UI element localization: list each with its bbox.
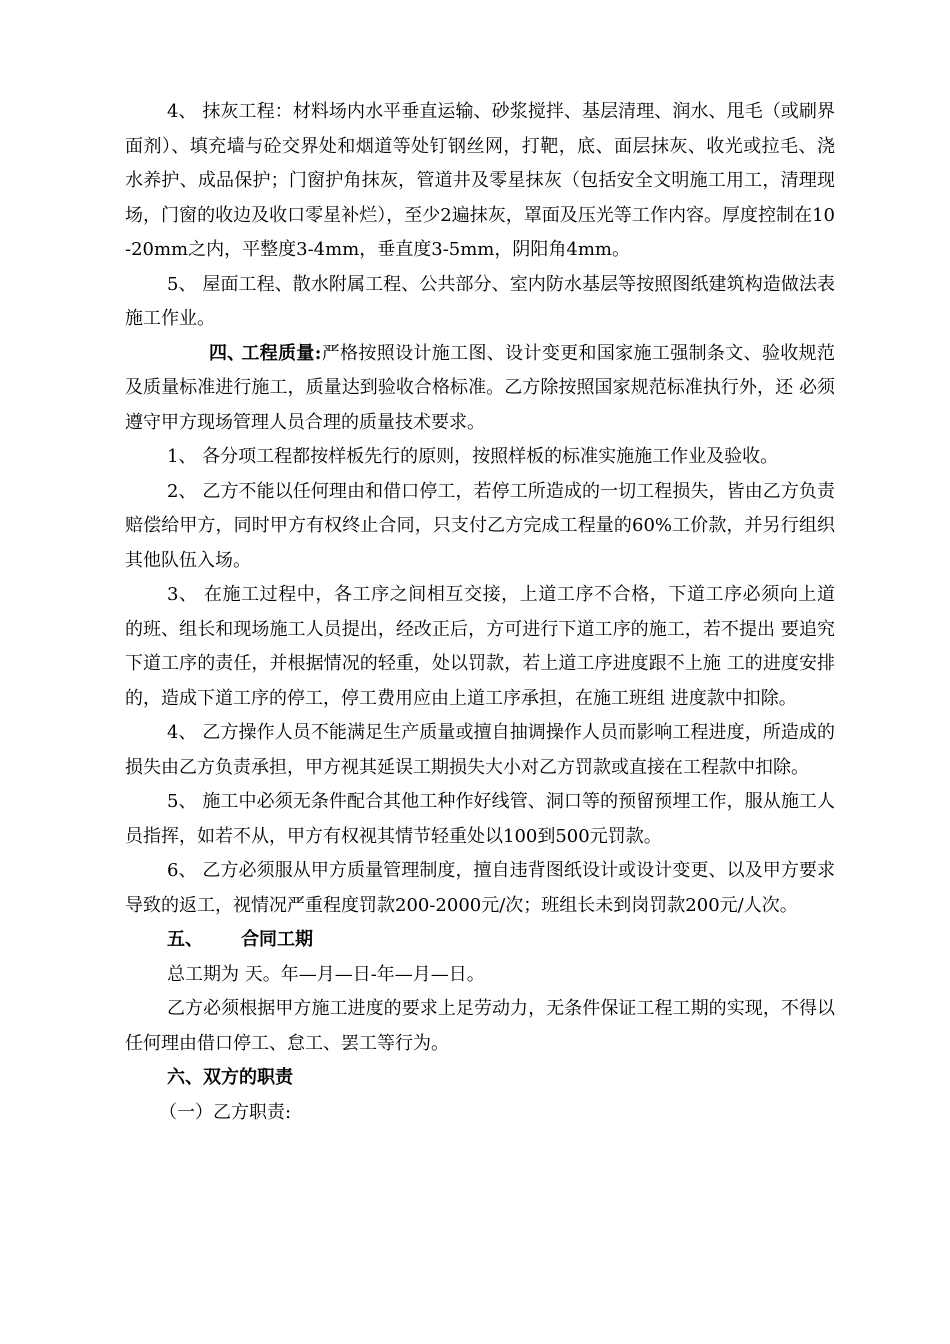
schedule-total: 总工期为 天。年—月—日-年—月—日。 <box>167 963 485 985</box>
section-schedule-title: 合同工期 <box>241 929 313 950</box>
schedule-labor: 乙方必须根据甲方施工进度的要求上足劳动力，无条件保证工程工期的实现，不得以任何理由借口停工、怠工、罢工等行为。 <box>125 998 835 1054</box>
quality-item-2: 2、 乙方不能以任何理由和借口停工，若停工所造成的一切工程损失，皆由乙方负责赔偿给甲方，同时甲方有权终止合同，只支付乙方完成工程量的60%工价款，并另行组织其他队伍入场。 <box>125 480 835 571</box>
section-quality-body: 严格按照设计施工图、设计变更和国家施工强制条文、验收规范 及质量标准进行施工，质量达到验收合格标准。乙方除按照国家规范标准执行外，还 必须遵守甲方现场管理人员合理的质量技术要求。 <box>125 342 835 433</box>
quality-item-4: 4、 乙方操作人员不能满足生产质量或擅自抽调操作人员而影响工程进度，所造成的损失由乙方负责承担，甲方视其延误工期损失大小对乙方罚款或直接在工程款中扣除。 <box>125 722 835 778</box>
document-page <box>125 95 835 1130</box>
section-quality <box>125 337 835 441</box>
paragraph-plastering: 4、 抹灰工程：材料场内水平垂直运输、砂浆搅拌、基层清理、润水、甩毛（或刷界面剂）、填充墙与砼交界处和烟道等处钉钢丝网，打靶，底、面层抹灰、收光或拉毛、浇水养护、成品保护；门窗护角抹灰，管道井及零星抹灰（包括安全文明施工用工，清理现场，门窗的收边及收口零星补烂），至少2遍抹灰，罩面及压光等工作内容。厚度控制在10-20mm之内，平整度3-4mm，垂直度3-5mm，阴阳角4mm。 <box>125 101 835 260</box>
section-duties-sub: （一）乙方职责: <box>159 1101 292 1123</box>
quality-item-6: 6、 乙方必须服从甲方质量管理制度，擅自违背图纸设计或设计变更、以及甲方要求导致的返工，视情况严重程度罚款200-2000元/次；班组长未到岗罚款200元/人次。 <box>125 860 835 916</box>
section-quality-heading <box>167 343 321 364</box>
quality-item-5: 5、 施工中必须无条件配合其他工种作好线管、洞口等的预留预埋工作，服从施工人员指挥，如若不从，甲方有权视其情节轻重处以100到500元罚款。 <box>125 791 835 847</box>
paragraph-roofing: 5、 屋面工程、散水附属工程、公共部分、室内防水基层等按照图纸建筑构造做法表施工作业。 <box>125 273 835 329</box>
quality-item-1: 1、 各分项工程都按样板先行的原则，按照样板的标准实施施工作业及验收。 <box>167 446 779 467</box>
section-quality-number: 四、 <box>209 342 245 364</box>
section-schedule-number: 五、 <box>167 929 203 950</box>
section-quality-title: 工程质量: <box>241 342 322 364</box>
section-duties-heading: 六、双方的职责 <box>167 1067 293 1088</box>
section-schedule-heading <box>125 923 835 958</box>
quality-item-3: 3、 在施工过程中，各工序之间相互交接，上道工序不合格，下道工序必须向上道 的班、组长和现场施工人员提出，经改正后，方可进行下道工序的施工，若不提出 要追究下道工序的责任，并根据情况的轻重，处以罚款，若上道工序进度跟不上施 工的进度安排的，造成下道工序的停工，停工费用应由上道工序承担，在施工班组 进度款中扣除。 <box>125 584 835 709</box>
